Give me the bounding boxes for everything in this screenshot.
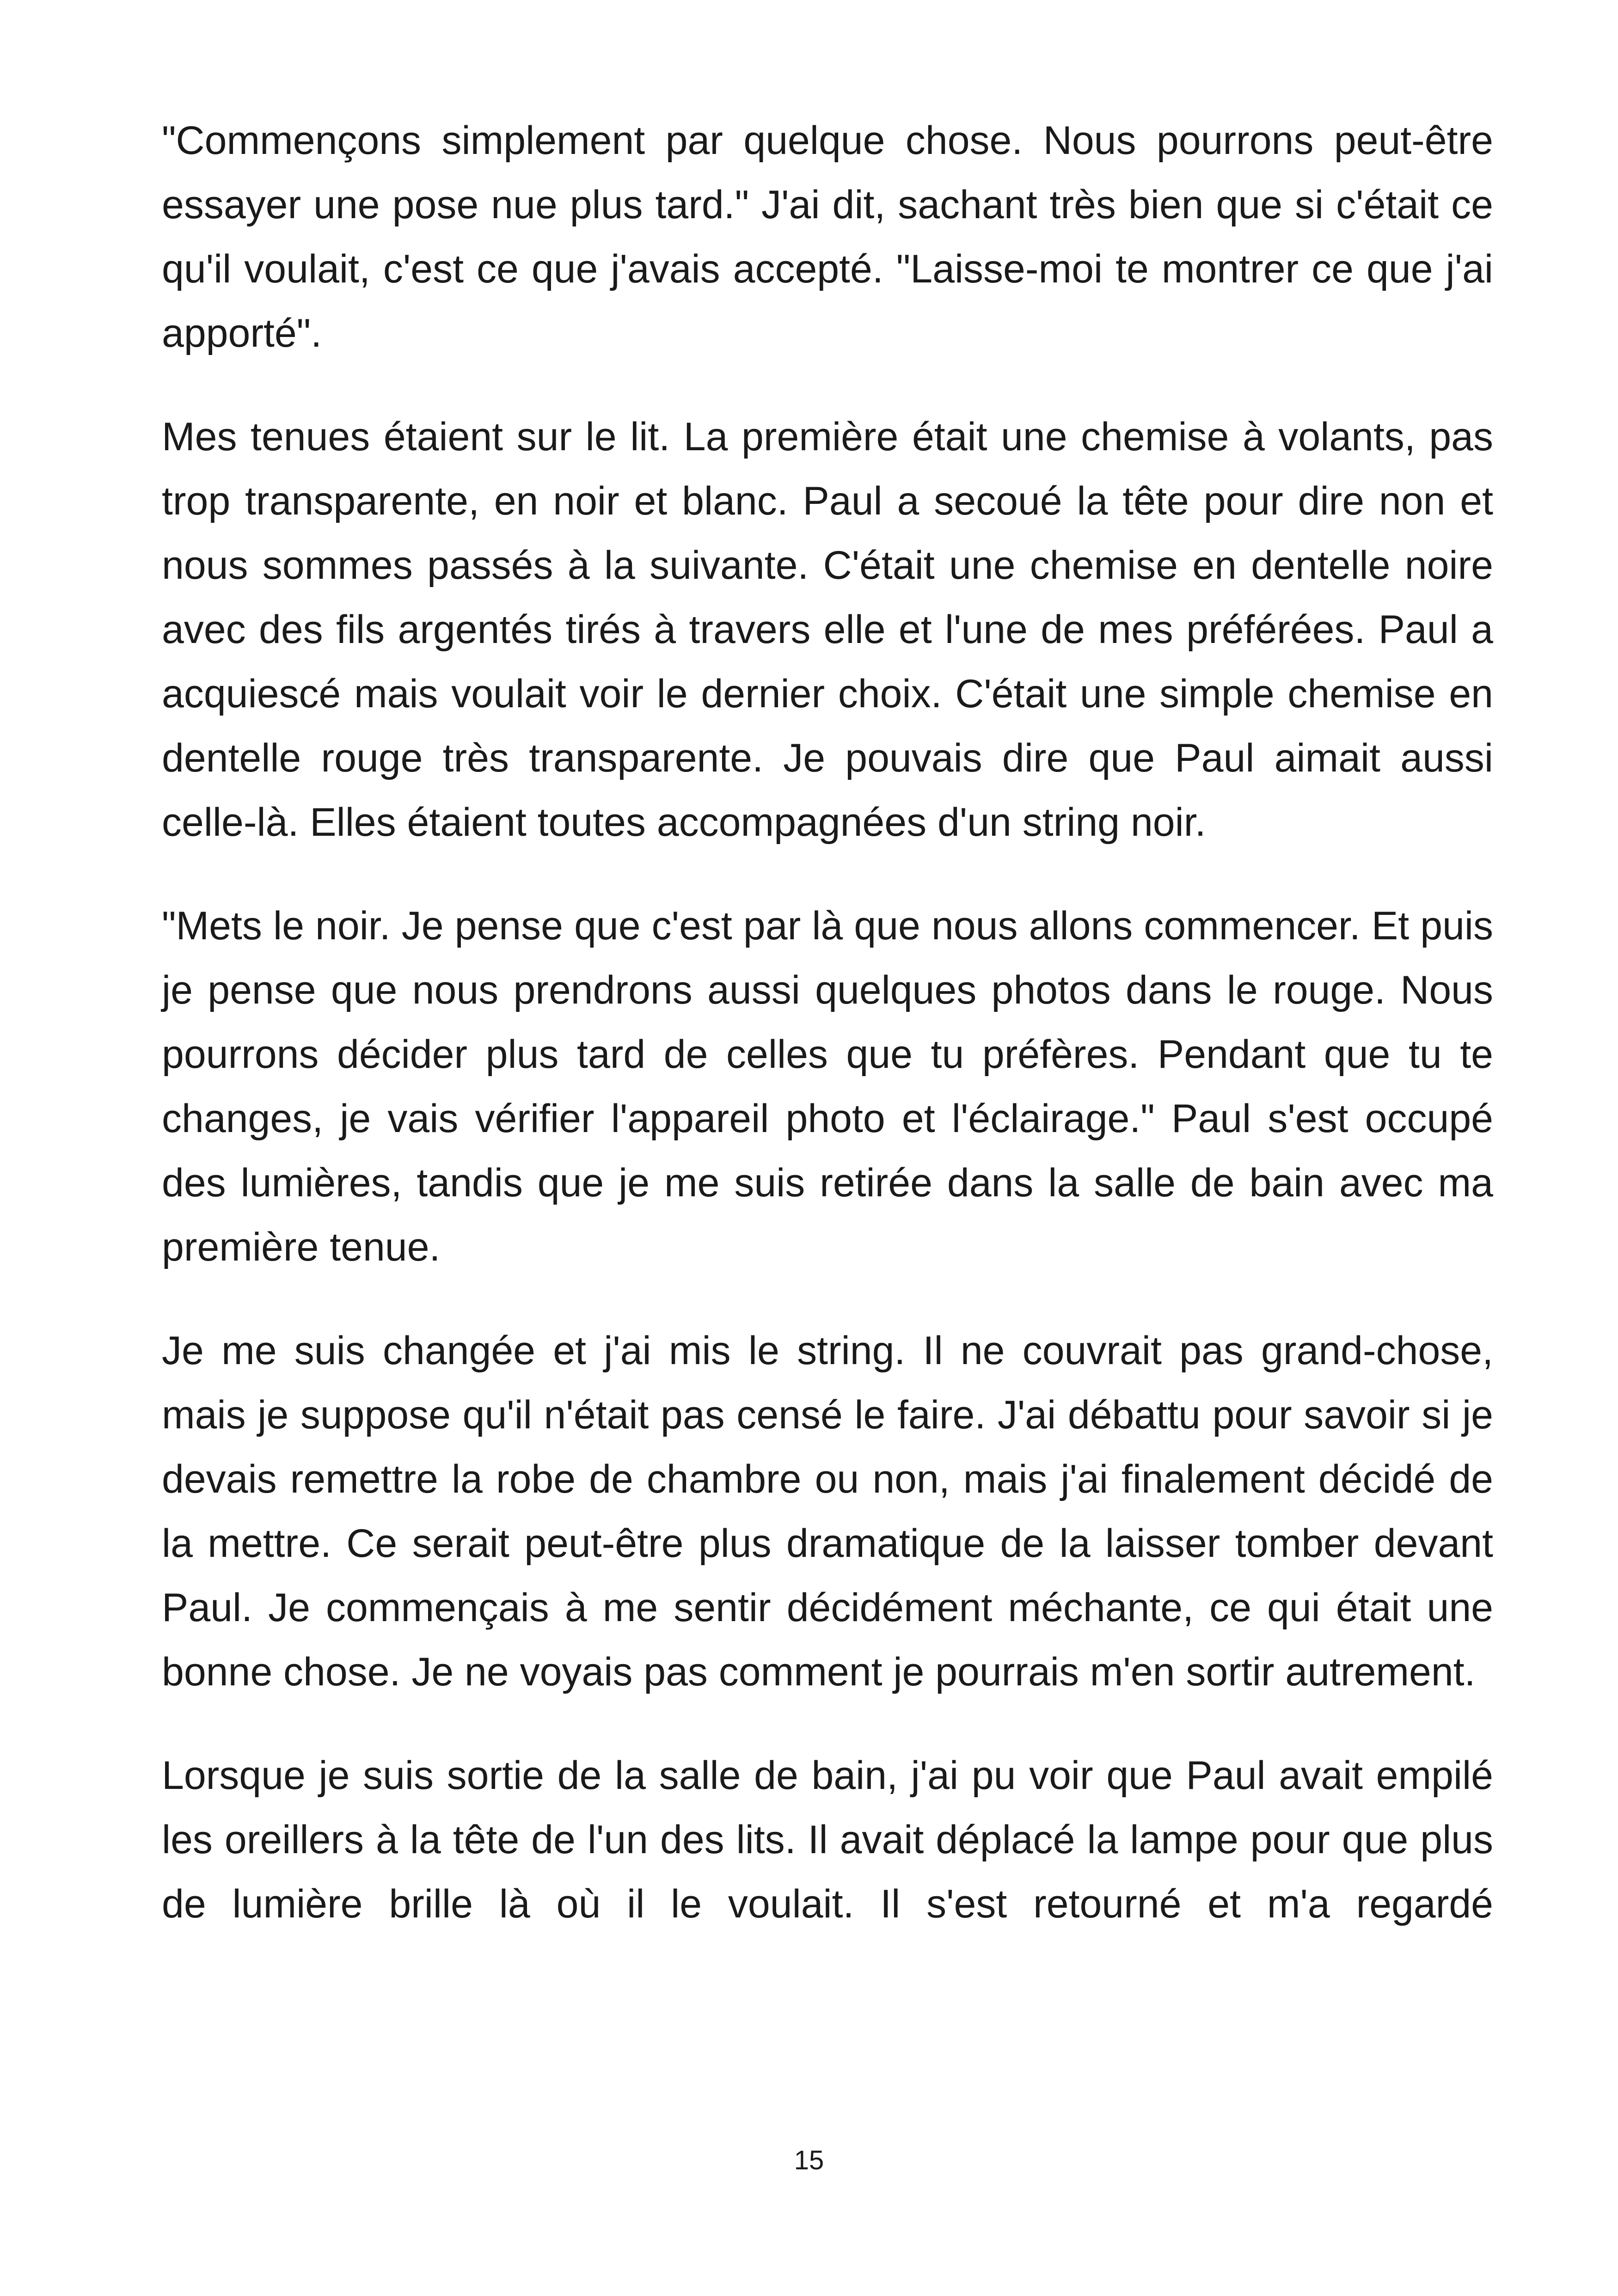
body-text — [162, 109, 1493, 1936]
paragraph-1: "Commençons simplement par quelque chose. Nous pourrons peut-être essayer une pose nue plus tard." J'ai dit, sachant très bien que si c'était ce qu'il voulait, c'est ce que j'avais accepté. "Laisse-moi te montrer ce que j'ai apporté". — [162, 118, 1493, 355]
paragraph-4: Je me suis changée et j'ai mis le string. Il ne couvrait pas grand-chose, mais je suppose qu'il n'était pas censé le faire. J'ai débattu pour savoir si je devais remettre la robe de chambre ou non, mais j'ai finalement décidé de la mettre. Ce serait peut-être plus dramatique de la laisser tomber devant Paul. Je commençais à me sentir décidément méchante, ce qui était une bonne chose. Je ne voyais pas comment je pourrais m'en sortir autrement. — [162, 1329, 1493, 1694]
paragraph-3: "Mets le noir. Je pense que c'est par là que nous allons commencer. Et puis je pense que nous prendrons aussi quelques photos dans le rouge. Nous pourrons décider plus tard de celles que tu préfères. Pendant que tu te changes, je vais vérifier l'appareil photo et l'éclairage." Paul s'est occupé des lumières, tandis que je me suis retirée dans la salle de bain avec ma première tenue. — [162, 904, 1493, 1269]
page-number: 15 — [794, 2145, 824, 2175]
paragraph-5: Lorsque je suis sortie de la salle de bain, j'ai pu voir que Paul avait empilé les oreillers à la tête de l'un des lits. Il avait déplacé la lampe pour que plus de lumière brille là où il le voulait. Il s'est retourné et m'a regardé — [162, 1753, 1493, 1926]
paragraph-2: Mes tenues étaient sur le lit. La première était une chemise à volants, pas trop transparente, en noir et blanc. Paul a secoué la tête pour dire non et nous sommes passés à la suivante. C'était une chemise en dentelle noire avec des fils argentés tirés à travers elle et l'une de mes préférées. Paul a acquiescé mais voulait voir le dernier choix. C'était une simple chemise en dentelle rouge très transparente. Je pouvais dire que Paul aimait aussi celle-là. Elles étaient toutes accompagnées d'un string noir. — [162, 415, 1493, 845]
